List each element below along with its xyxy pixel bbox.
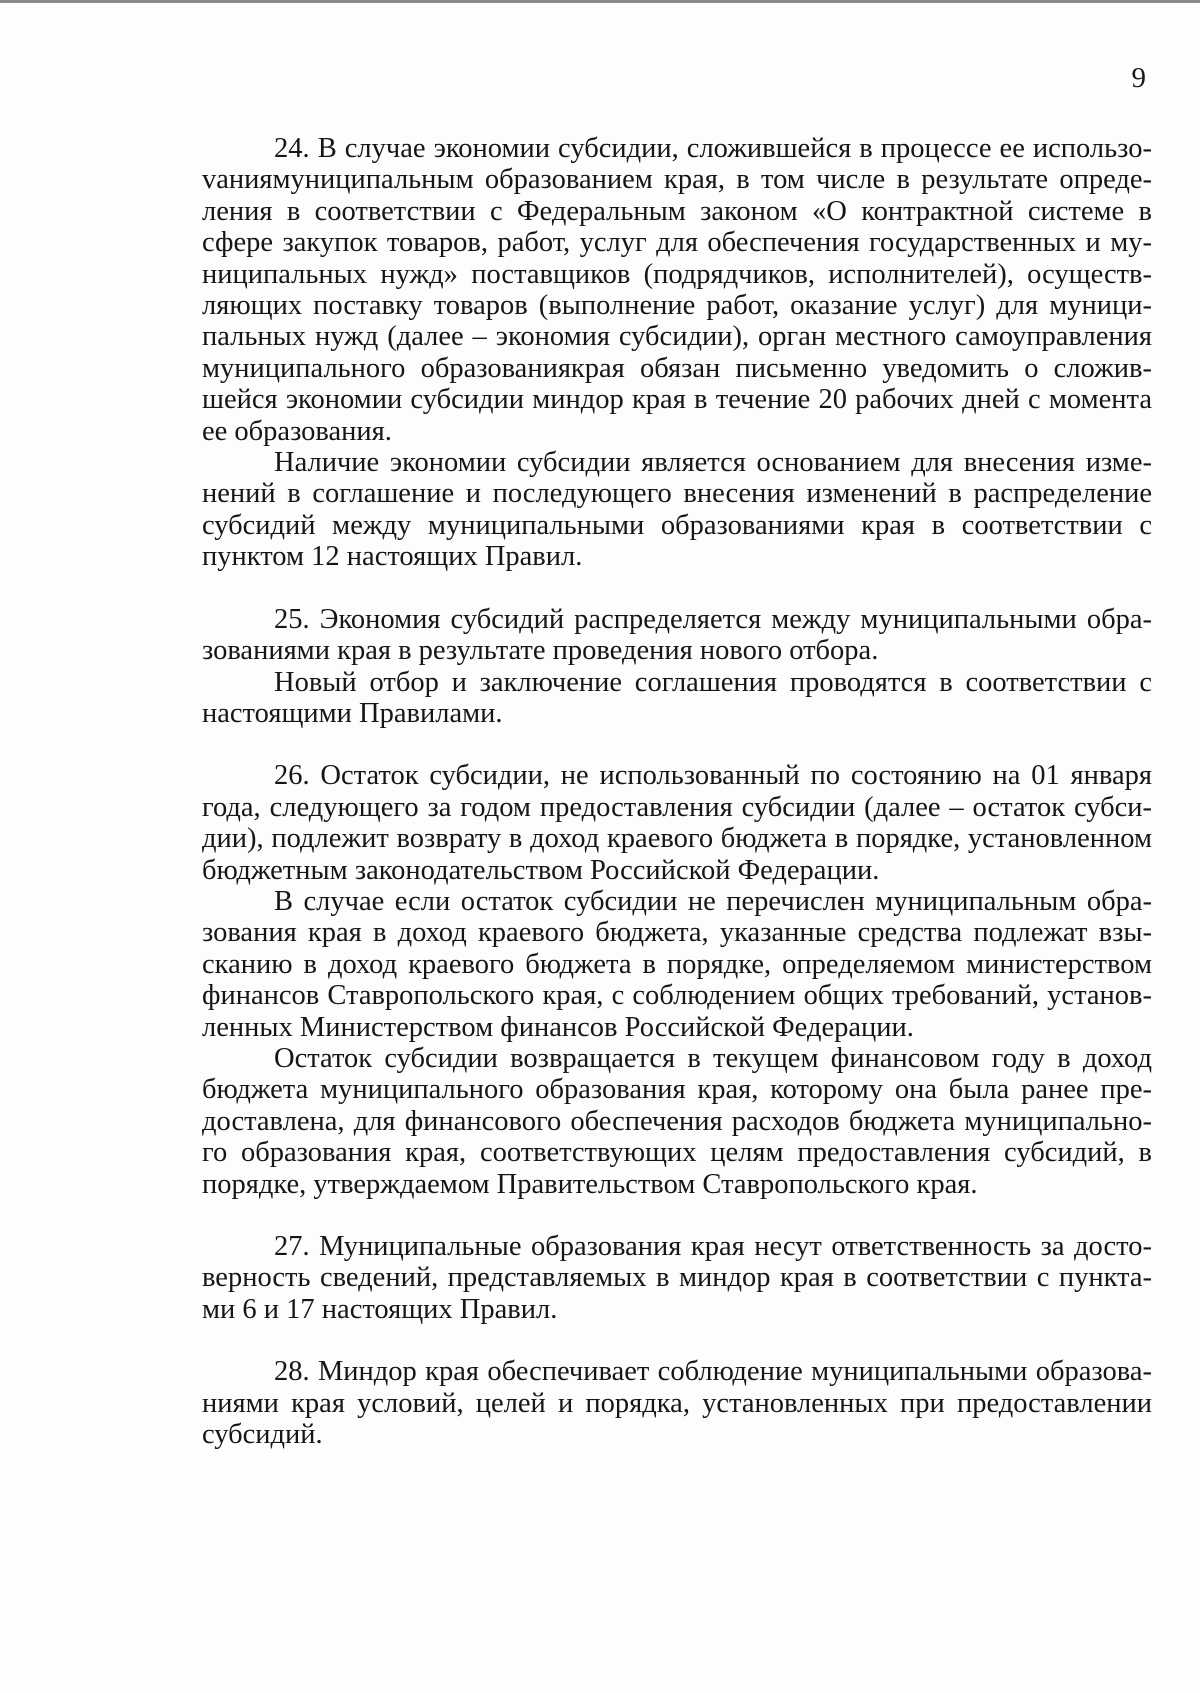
paragraph-26: 26. Остаток субсидии, не использованный по состоянию на 01 января года, следующего за годом предоставления субсидии (далее – остаток субсидии), подлежит возврату в доход краевого бюджета в порядке, установленном бюджетным законодательством Российской Федерации. xyxy=(202,760,1152,886)
paragraph-27: 27. Муниципальные образования края несут ответственность за достоверность сведений, представляемых в миндор края в соответствии с пунктами 6 и 17 настоящих Правил. xyxy=(202,1231,1152,1325)
paragraph-24: 24. В случае экономии субсидии, сложившейся в процессе ее использоvаниямуниципальным образованием края, в том числе в результате определения в соответствии с Федеральным законом «О контрактной системе в сфере закупок товаров, работ, услуг для обеспечения государственных и муниципальных нужд» поставщиков (подрядчиков, исполнителей), осуществляющих поставку товаров (выполнение работ, оказание услуг) для муниципальных нужд (далее – экономия субсидии), орган местного самоуправления муниципального образованиякрая обязан письменно уведомить о сложившейся экономии субсидии миндор края в течение 20 рабочих дней с момента ее образования. xyxy=(202,133,1152,447)
paragraph-24-continuation: Наличие экономии субсидии является основанием для внесения изменений в соглашение и последующего внесения изменений в распределение субсидий между муниципальными образованиями края в соответствии с пунктом 12 настоящих Правил. xyxy=(202,447,1152,573)
document-body xyxy=(202,133,1152,1450)
page-number: 9 xyxy=(1131,62,1146,94)
top-edge-line xyxy=(0,0,1200,3)
paragraph-25-continuation: Новый отбор и заключение соглашения проводятся в соответствии с настоящими Правилами. xyxy=(202,666,1152,729)
paragraph-26-continuation-1: В случае если остаток субсидии не перечислен муниципальным образования края в доход краевого бюджета, указанные средства подлежат взысканию в доход краевого бюджета в порядке, определяемом министерством финансов Ставропольского края, с соблюдением общих требований, установленных Министерством финансов Российской Федерации. xyxy=(202,885,1152,1043)
paragraph-25: 25. Экономия субсидий распределяется между муниципальными образованиями края в результате проведения нового отбора. xyxy=(202,603,1152,667)
paragraph-26-continuation-2: Остаток субсидии возвращается в текущем финансовом году в доход бюджета муниципального образования края, которому она была ранее предоставлена, для финансового обеспечения расходов бюджета муниципального образования края, соответствующих целям предоставления субсидий, в порядке, утверждаемом Правительством Ставропольского края. xyxy=(202,1042,1152,1200)
paragraph-28: 28. Миндор края обеспечивает соблюдение муниципальными образованиями края условий, целей и порядка, установленных при предоставлении субсидий. xyxy=(202,1356,1152,1451)
